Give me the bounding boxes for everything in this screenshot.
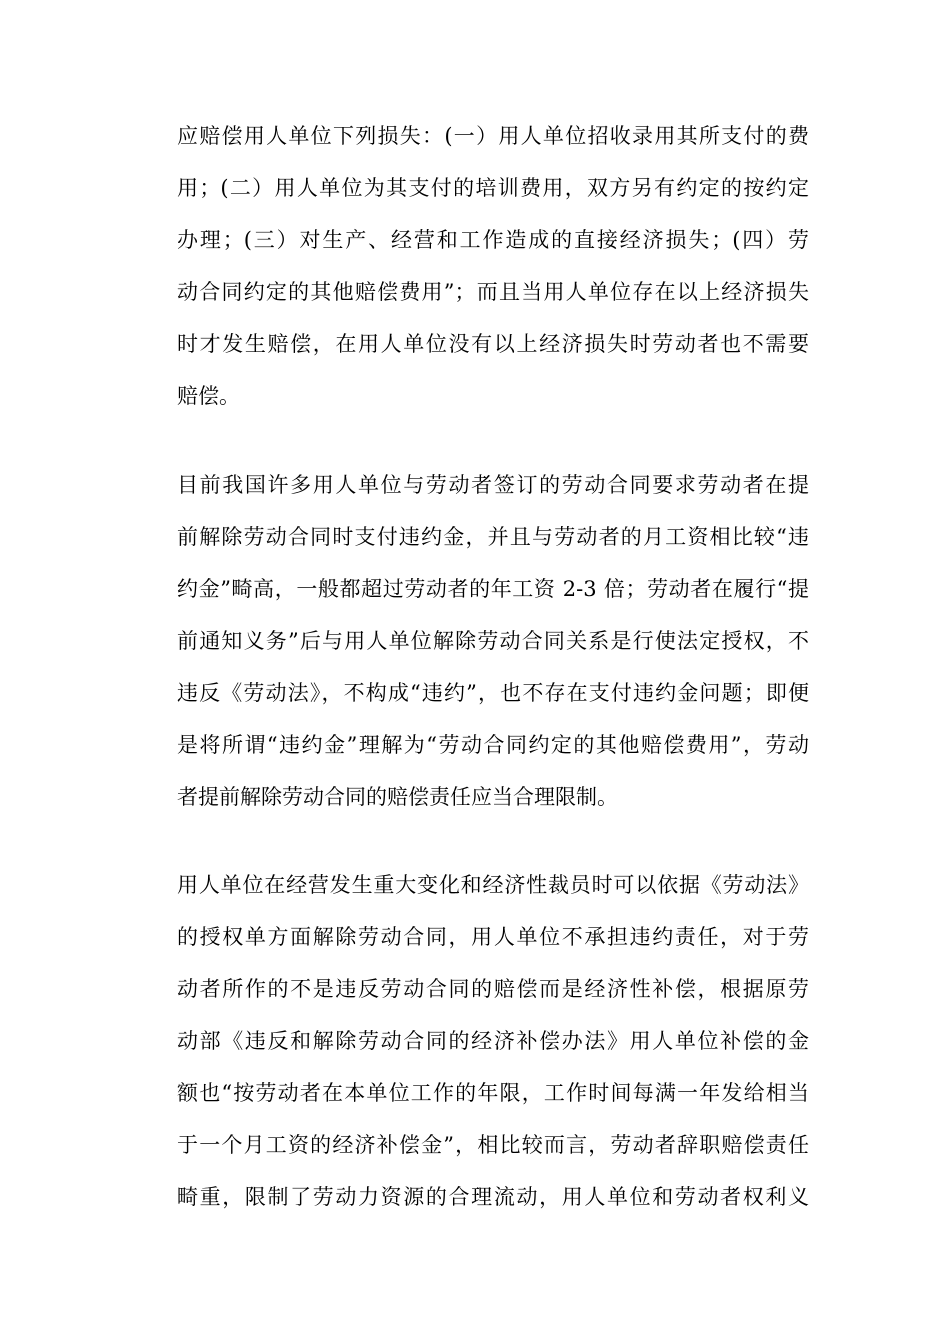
- text-line: 约金”畸高，一般都超过劳动者的年工资 2-3 倍；劳动者在履行“提: [177, 577, 809, 601]
- text-line: 目前我国许多用人单位与劳动者签订的劳动合同要求劳动者在提: [177, 473, 809, 497]
- text-line: 于一个月工资的经济补偿金”，相比较而言，劳动者辞职赔偿责任: [177, 1133, 809, 1157]
- text-line: 的授权单方面解除劳动合同，用人单位不承担违约责任，对于劳: [177, 925, 809, 949]
- text-line: 赔偿。: [177, 384, 240, 408]
- text-line: 动部《违反和解除劳动合同的经济补偿办法》用人单位补偿的金: [177, 1029, 809, 1053]
- text-line: 用；(二）用人单位为其支付的培训费用，双方另有约定的按约定: [177, 176, 809, 200]
- text-line: 应赔偿用人单位下列损失：(一）用人单位招收录用其所支付的费: [177, 124, 809, 148]
- text-line: 用人单位在经营发生重大变化和经济性裁员时可以依据《劳动法》: [177, 873, 809, 897]
- text-line: 者提前解除劳动合同的赔偿责任应当合理限制。: [177, 785, 618, 809]
- paragraph-1: [177, 110, 809, 422]
- paragraph-3: [177, 859, 809, 1223]
- text-line: 额也“按劳动者在本单位工作的年限，工作时间每满一年发给相当: [177, 1081, 809, 1105]
- text-line: 是将所谓“违约金”理解为“劳动合同约定的其他赔偿费用”，劳动: [177, 733, 809, 757]
- text-line: 办理；(三）对生产、经营和工作造成的直接经济损失；(四）劳: [177, 228, 809, 252]
- text-line: 动合同约定的其他赔偿费用”；而且当用人单位存在以上经济损失: [177, 280, 809, 304]
- text-line: 时才发生赔偿，在用人单位没有以上经济损失时劳动者也不需要: [177, 332, 809, 356]
- text-line: 畸重，限制了劳动力资源的合理流动，用人单位和劳动者权利义: [177, 1185, 809, 1209]
- text-line: 前通知义务”后与用人单位解除劳动合同关系是行使法定授权，不: [177, 629, 809, 653]
- text-line: 违反《劳动法》，不构成“违约”，也不存在支付违约金问题；即便: [177, 681, 809, 705]
- text-line: 动者所作的不是违反劳动合同的赔偿而是经济性补偿，根据原劳: [177, 977, 809, 1001]
- paragraph-2: [177, 459, 809, 823]
- text-line: 前解除劳动合同时支付违约金，并且与劳动者的月工资相比较“违: [177, 525, 809, 549]
